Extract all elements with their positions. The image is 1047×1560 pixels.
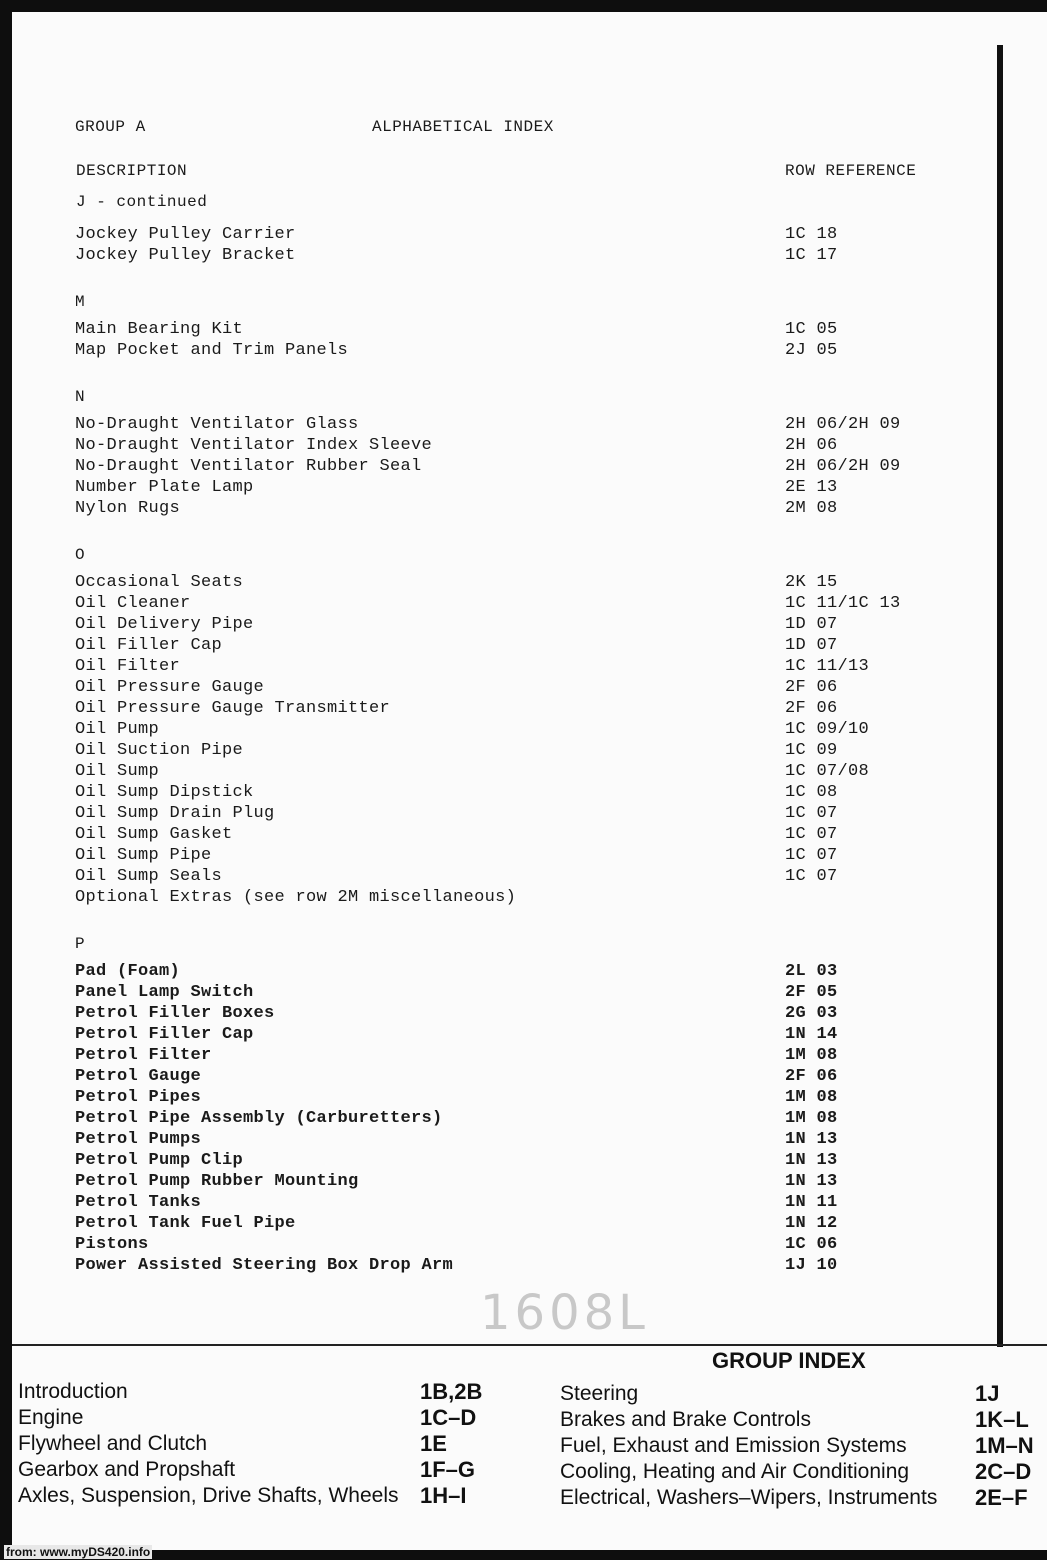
index-entry-desc: Jockey Pulley Carrier (75, 225, 296, 244)
index-entry-desc: Number Plate Lamp (75, 478, 254, 497)
index-entry-desc: Pad (Foam) (75, 962, 181, 981)
page-stamp: 1608L (480, 1285, 649, 1341)
index-entry-ref: 1C 06 (785, 1235, 838, 1254)
section-letter-o: O (75, 546, 85, 564)
group-index-right-labels (560, 1381, 960, 1511)
index-entry-desc: Map Pocket and Trim Panels (75, 341, 349, 360)
index-entry-ref: 2H 06/2H 09 (785, 457, 901, 476)
index-entry-ref: 2L 03 (785, 962, 838, 981)
group-index-right-codes (975, 1381, 1045, 1511)
index-entry-ref: 2F 05 (785, 983, 838, 1002)
index-entry-desc: Petrol Pump Rubber Mounting (75, 1172, 359, 1191)
index-entry-ref: 1C 09 (785, 741, 838, 760)
index-entry-ref: 1C 07 (785, 804, 838, 823)
index-entry-desc: Oil Filler Cap (75, 636, 223, 655)
index-entry-desc: Oil Sump Dipstick (75, 783, 254, 802)
index-entry-desc: No-Draught Ventilator Glass (75, 415, 359, 434)
group-index-link[interactable]: Introduction (18, 1380, 128, 1403)
index-entry-desc: Oil Suction Pipe (75, 741, 244, 760)
reference-column (785, 224, 995, 1276)
index-entry-desc: Jockey Pulley Bracket (75, 246, 296, 265)
group-index-divider (12, 1344, 1047, 1346)
index-entry-ref: 1D 07 (785, 636, 838, 655)
index-entry-ref: 1C 17 (785, 246, 838, 265)
index-entry-desc: Petrol Filler Boxes (75, 1004, 275, 1023)
index-entry-desc: Oil Sump Gasket (75, 825, 233, 844)
scan-border-left (0, 0, 12, 1560)
description-column (75, 224, 775, 1276)
index-entry-desc: Power Assisted Steering Box Drop Arm (75, 1256, 454, 1275)
index-entry-desc: Oil Filter (75, 657, 181, 676)
index-entry-ref: 1C 08 (785, 783, 838, 802)
index-entry-ref: 1C 18 (785, 225, 838, 244)
index-entry-ref: 2F 06 (785, 699, 838, 718)
index-entry-desc: Main Bearing Kit (75, 320, 244, 339)
index-entry-ref: 2F 06 (785, 1067, 838, 1086)
index-entry-desc: Occasional Seats (75, 573, 244, 592)
index-entry-ref: 1M 08 (785, 1046, 838, 1065)
index-entry-desc: Optional Extras (see row 2M miscellaneous) (75, 888, 517, 907)
page-title: ALPHABETICAL INDEX (372, 118, 554, 136)
index-entry-ref: 2M 08 (785, 499, 838, 518)
index-entry-ref: 1C 11/1C 13 (785, 594, 901, 613)
index-entry-ref: 2K 15 (785, 573, 838, 592)
group-index-left-labels (18, 1379, 398, 1509)
group-index-left-codes (420, 1379, 520, 1509)
page-edge-rule (997, 45, 1003, 1347)
index-entry-desc: No-Draught Ventilator Index Sleeve (75, 436, 433, 455)
index-entry-desc: Oil Pressure Gauge (75, 678, 265, 697)
group-code: 1J (975, 1381, 1000, 1406)
index-entry-ref: 1C 11/13 (785, 657, 870, 676)
group-code: 1H–I (420, 1483, 467, 1508)
group-index-link[interactable]: Cooling, Heating and Air Conditioning (560, 1460, 910, 1483)
index-entry-ref: 1N 14 (785, 1025, 838, 1044)
source-credit: from: www.myDS420.info (6, 1545, 151, 1559)
group-code: 1E (420, 1431, 447, 1456)
index-entry-desc: Oil Sump Drain Plug (75, 804, 275, 823)
index-entry-ref: 1N 12 (785, 1214, 838, 1233)
index-entry-desc: Oil Cleaner (75, 594, 191, 613)
index-entry-ref: 1M 08 (785, 1109, 838, 1128)
group-index-link[interactable]: Flywheel and Clutch (18, 1432, 208, 1455)
index-entry-desc: Petrol Pump Clip (75, 1151, 244, 1170)
group-index-title: GROUP INDEX (712, 1348, 866, 1373)
group-index-link[interactable]: Electrical, Washers–Wipers, Instruments (560, 1486, 938, 1509)
index-entry-desc: Petrol Tank Fuel Pipe (75, 1214, 296, 1233)
group-code: 1B,2B (420, 1379, 483, 1404)
group-label: GROUP A (75, 118, 146, 136)
index-entry-ref: 1N 11 (785, 1193, 838, 1212)
group-code: 1F–G (420, 1457, 476, 1482)
group-index-link[interactable]: Gearbox and Propshaft (18, 1458, 236, 1481)
index-entry-ref: 2E 13 (785, 478, 838, 497)
index-entry-ref (785, 887, 995, 908)
section-letter-p: P (75, 935, 85, 953)
index-entry-desc: Petrol Pumps (75, 1130, 202, 1149)
index-entry-ref: 2H 06 (785, 436, 838, 455)
group-code: 1M–N (975, 1433, 1034, 1458)
index-entry-ref: 1N 13 (785, 1151, 838, 1170)
index-entry-desc: Petrol Tanks (75, 1193, 202, 1212)
index-entry-ref: 1C 07/08 (785, 762, 870, 781)
index-entry-ref: 1J 10 (785, 1256, 838, 1275)
index-entry-ref: 2G 03 (785, 1004, 838, 1023)
section-letter-n: N (75, 388, 85, 406)
group-code: 2E–F (975, 1485, 1028, 1510)
index-entry-desc: Pistons (75, 1235, 149, 1254)
index-entry-desc: Panel Lamp Switch (75, 983, 254, 1002)
group-index-link[interactable]: Axles, Suspension, Drive Shafts, Wheels (18, 1484, 399, 1507)
index-entry-ref: 2H 06/2H 09 (785, 415, 901, 434)
scan-border-bottom (0, 1550, 1047, 1560)
index-entry-desc: Oil Pressure Gauge Transmitter (75, 699, 391, 718)
index-entry-desc: Petrol Filter (75, 1046, 212, 1065)
index-entry-desc: No-Draught Ventilator Rubber Seal (75, 457, 422, 476)
index-entry-ref: 1M 08 (785, 1088, 838, 1107)
group-code: 2C–D (975, 1459, 1032, 1484)
index-entry-desc: Oil Pump (75, 720, 160, 739)
index-entry-desc: Oil Sump Pipe (75, 846, 212, 865)
group-code: 1C–D (420, 1405, 477, 1430)
index-entry-ref: 1D 07 (785, 615, 838, 634)
index-entry-ref: 2J 05 (785, 341, 838, 360)
index-entry-ref: 1C 09/10 (785, 720, 870, 739)
scan-border-top (0, 0, 1047, 12)
group-index-link[interactable]: Brakes and Brake Controls (560, 1408, 811, 1431)
description-column-header: DESCRIPTION (76, 162, 188, 180)
group-index-link[interactable]: Fuel, Exhaust and Emission Systems (560, 1434, 907, 1457)
index-entry-ref: 1C 05 (785, 320, 838, 339)
group-index-link[interactable]: Engine (18, 1406, 84, 1429)
group-code: 1K–L (975, 1407, 1029, 1432)
index-entry-ref: 1N 13 (785, 1130, 838, 1149)
group-index-link[interactable]: Steering (560, 1382, 639, 1405)
index-entry-desc: Petrol Pipe Assembly (Carburetters) (75, 1109, 443, 1128)
index-entry-desc: Oil Delivery Pipe (75, 615, 254, 634)
index-entry-ref: 1C 07 (785, 846, 838, 865)
index-entry-ref: 1C 07 (785, 825, 838, 844)
index-entry-ref: 1C 07 (785, 867, 838, 886)
index-entry-ref: 2F 06 (785, 678, 838, 697)
index-entry-ref: 1N 13 (785, 1172, 838, 1191)
index-entry-desc: Nylon Rugs (75, 499, 181, 518)
section-letter-m: M (75, 293, 85, 311)
index-entry-desc: Oil Sump (75, 762, 160, 781)
index-entry-desc: Petrol Gauge (75, 1067, 202, 1086)
index-entry-desc: Petrol Pipes (75, 1088, 202, 1107)
index-entry-desc: Oil Sump Seals (75, 867, 223, 886)
index-entry-desc: Petrol Filler Cap (75, 1025, 254, 1044)
continued-label: J - continued (76, 193, 208, 211)
reference-column-header: ROW REFERENCE (785, 162, 917, 180)
